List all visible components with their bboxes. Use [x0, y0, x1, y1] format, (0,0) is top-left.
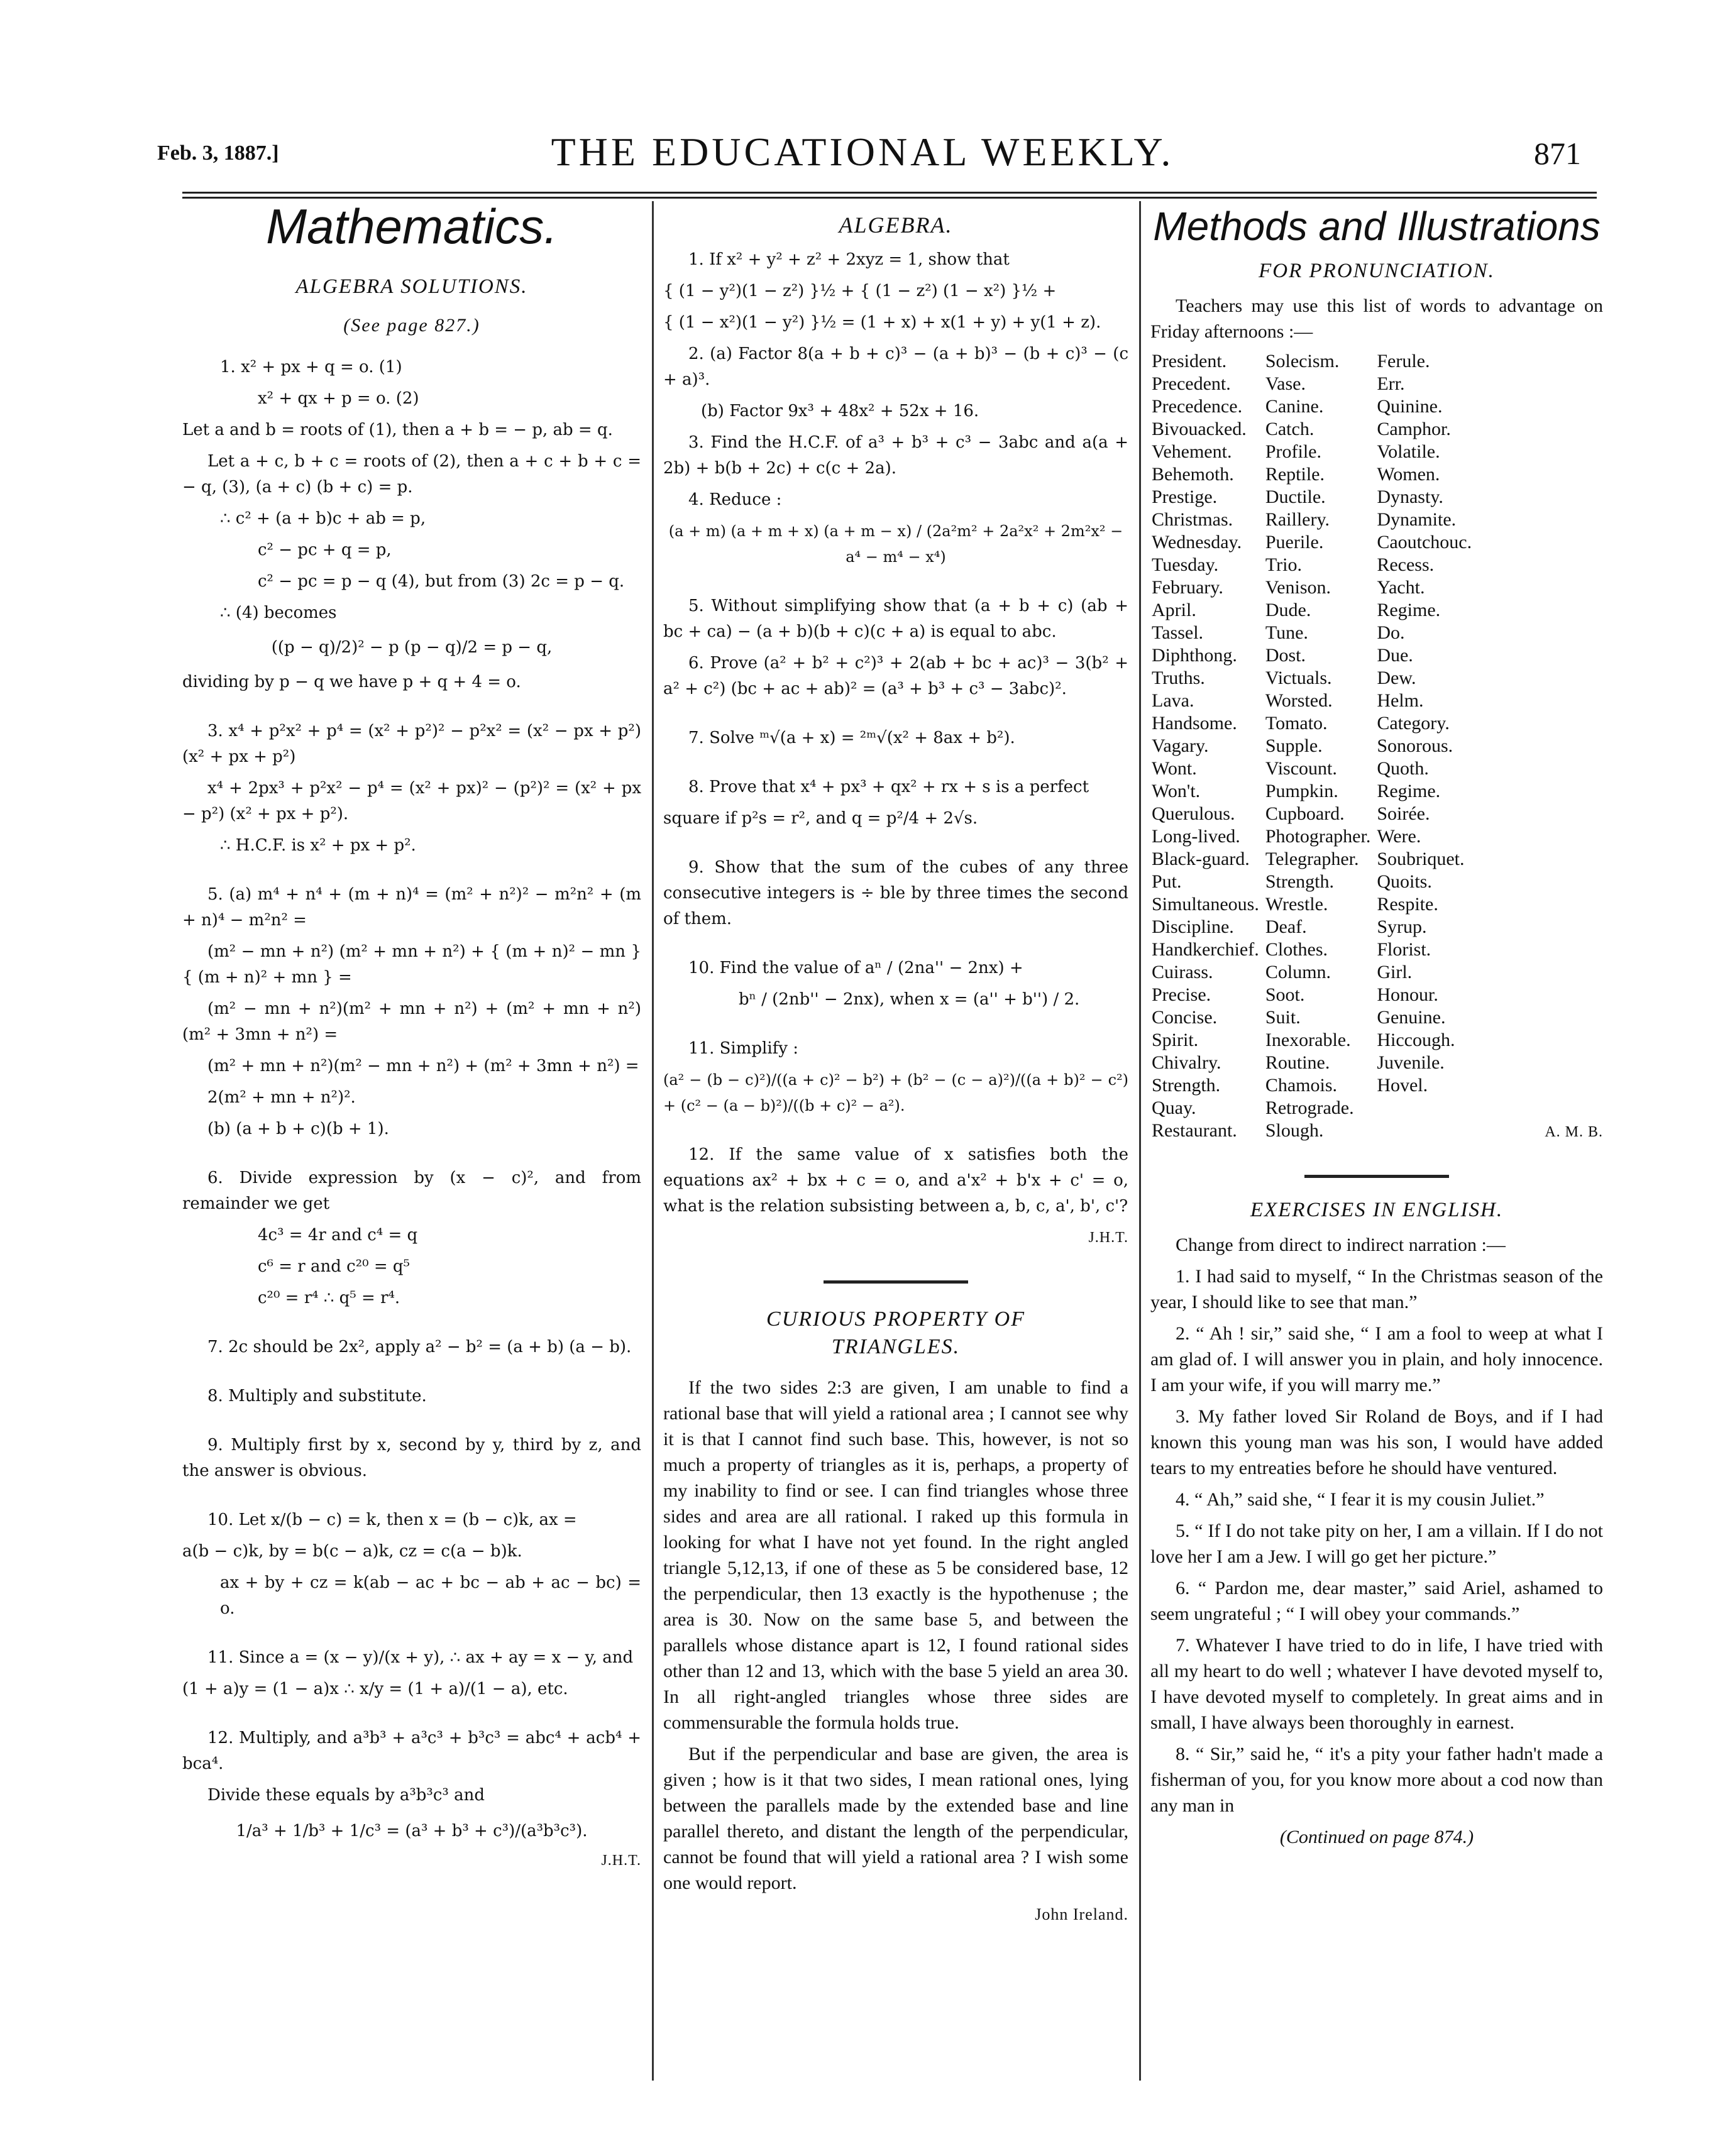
solution-line: 1. x² + px + q = o. (1)	[220, 358, 402, 377]
word-row	[1152, 871, 1478, 893]
word-row	[1152, 893, 1478, 916]
word-cell: Helm.	[1377, 690, 1424, 711]
pronunciation-word-list	[1152, 350, 1478, 1142]
continued-note: (Continued on page 874.)	[1279, 1827, 1474, 1847]
word-cell: Quay.	[1152, 1097, 1196, 1118]
exercise-item: 2. “ Ah ! sir,” said she, “ I am a fool to weep at what I am glad of. I will answer you in plain, and holy innocence. I am your wife, if you will marry me.”	[1150, 1323, 1603, 1395]
word-cell: Dew.	[1377, 668, 1416, 688]
word-row	[1152, 735, 1478, 757]
word-cell: Dude.	[1265, 600, 1311, 620]
word-cell: Tassel.	[1152, 622, 1204, 643]
word-row	[1152, 599, 1478, 622]
article-paragraph: But if the perpendicular and base are given, the area is given ; how is it that two sides, I mean rational ones, lying between the parallels made by the extended base and line parallel thereto, and distant the length of the perpendicular, cannot be found that will yield a rational area ? I wish some one would report.	[663, 1744, 1128, 1893]
word-row	[1152, 350, 1478, 373]
problem-equation: (a + m) (a + m + x) (a + m − x) / (2a²m² + 2a²x² + 2m²x² − a⁴ − m⁴ − x⁴)	[668, 522, 1123, 566]
word-row	[1152, 916, 1478, 938]
column-algebra	[663, 207, 1128, 2087]
solution-line: ax + by + cz = k(ab − ac + bc − ab + ac − bc) = o.	[220, 1573, 641, 1618]
word-cell: Clothes.	[1265, 939, 1328, 960]
column-mathematics	[182, 199, 641, 2087]
solution-line: x² + qx + p = o. (2)	[258, 389, 419, 408]
word-cell: Viscount.	[1265, 758, 1337, 779]
word-row	[1152, 803, 1478, 825]
solution-line: c² − pc = p − q (4), but from (3) 2c = p − q.	[258, 572, 625, 591]
word-cell: Tuesday.	[1152, 554, 1219, 575]
word-cell: Christmas.	[1152, 509, 1233, 530]
solution-line: 4c³ = 4r and c⁴ = q	[258, 1226, 418, 1245]
word-cell: Handkerchief.	[1152, 939, 1259, 960]
word-cell: Hovel.	[1377, 1075, 1428, 1096]
solution-equation: 1/a³ + 1/b³ + 1/c³ = (a³ + b³ + c³)/(a³b³c³).	[236, 1822, 588, 1840]
solution-line: ∴ (4) becomes	[220, 603, 337, 622]
word-cell: Florist.	[1377, 939, 1431, 960]
subheading-algebra-solutions: ALGEBRA SOLUTIONS.	[295, 275, 528, 298]
solution-line: a(b − c)k, by = b(c − a)k, cz = c(a − b)k.	[182, 1542, 522, 1561]
solution-line: c² − pc + q = p,	[258, 541, 392, 559]
word-row	[1152, 622, 1478, 644]
subheading-exercises: EXERCISES IN ENGLISH.	[1250, 1199, 1504, 1221]
word-cell: Hiccough.	[1377, 1030, 1455, 1050]
word-cell: Wednesday.	[1152, 532, 1242, 553]
solution-line: c⁶ = r and c²⁰ = q⁵	[258, 1257, 410, 1276]
section-heading-methods: Methods and Illustrations	[1153, 204, 1601, 249]
page-number: 871	[1534, 136, 1581, 171]
problem-line: 8. Prove that x⁴ + px³ + qx² + rx + s is a perfect	[688, 778, 1089, 796]
problem-line: bⁿ / (2nb'' − 2nx), when x = (a'' + b'') / 2.	[739, 990, 1080, 1009]
word-row	[1152, 554, 1478, 576]
word-cell: Querulous.	[1152, 803, 1235, 824]
column-divider-2	[1139, 201, 1141, 2081]
word-cell: Canine.	[1265, 396, 1324, 417]
word-row	[1152, 373, 1478, 395]
solution-line: 10. Let x/(b − c) = k, then x = (b − c)k, ax =	[207, 1510, 577, 1529]
problem-line: 12. If the same value of x satisfies both the equations ax² + bx + c = o, and a'x² + b'x + c' = o, what is the relation subsisting between a, b, c, a', b', c'?	[663, 1145, 1128, 1216]
problem-line: 3. Find the H.C.F. of a³ + b³ + c³ − 3abc and a(a + 2b) + b(b + 2c) + c(c + 2a).	[663, 433, 1128, 478]
word-row	[1152, 825, 1478, 848]
word-row	[1152, 757, 1478, 780]
word-cell: Chivalry.	[1152, 1052, 1221, 1073]
subheading-pronunciation: FOR PRONUNCIATION.	[1259, 260, 1495, 282]
word-cell: Vehement.	[1152, 441, 1232, 462]
word-cell: April.	[1152, 600, 1196, 620]
word-cell: Regime.	[1377, 600, 1441, 620]
word-cell: Soubriquet.	[1377, 849, 1465, 869]
word-cell: Behemoth.	[1152, 464, 1234, 485]
word-cell: Spirit.	[1152, 1030, 1199, 1050]
word-cell: Err.	[1377, 373, 1405, 394]
solution-line: 11. Since a = (x − y)/(x + y), ∴ ax + ay = x − y, and	[207, 1648, 634, 1667]
section-separator	[1150, 1159, 1603, 1185]
word-cell: Caoutchouc.	[1377, 532, 1472, 553]
header-rule	[182, 192, 1597, 194]
word-cell: Puerile.	[1265, 532, 1324, 553]
header-date: Feb. 3, 1887.]	[157, 141, 279, 165]
word-cell: Inexorable.	[1265, 1030, 1351, 1050]
word-row	[1152, 667, 1478, 690]
word-cell: Precedence.	[1152, 396, 1243, 417]
word-cell: Soirée.	[1377, 803, 1430, 824]
word-cell: Wont.	[1152, 758, 1197, 779]
problem-line: { (1 − x²)(1 − y²) }½ = (1 + x) + x(1 + y) + y(1 + z).	[663, 313, 1101, 332]
word-cell: Lava.	[1152, 690, 1194, 711]
article-paragraph: If the two sides 2:3 are given, I am unable to find a rational base that will yield a rational area ; I cannot see why it is that I cannot find such base. This, however, is not so much a property of triangles as it is, perhaps, a property of my inability to find or see. I can find triangles whose three sides and area are all rational. I raked up this formula in looking for what I have not yet found. In the right angled triangle 5,12,13, if one of these as 5 be considered base, 12 the perpendicular, then 13 exactly is the hypothenuse ; the area is 30. Now on the same base 5, and between the parallels whose distance apart is 12, I found rational sides other than 12 and 13, which with the base 5 yield an area 30. In all right-angled triangles whose three sides are commensurable the formula holds true.	[663, 1377, 1128, 1733]
intro-paragraph: Teachers may use this list of words to advantage on Friday afternoons :—	[1150, 295, 1603, 342]
solution-line: 3. x⁴ + p²x² + p⁴ = (x² + p²)² − p²x² = (x² − px + p²) (x² + px + p²)	[182, 722, 641, 766]
solution-equation: ((p − q)/2)² − p (p − q)/2 = p − q,	[271, 638, 553, 657]
word-cell: Quoth.	[1377, 758, 1429, 779]
word-cell: Recess.	[1377, 554, 1435, 575]
word-cell: Ferule.	[1377, 351, 1430, 371]
masthead-title: THE EDUCATIONAL WEEKLY.	[551, 129, 1174, 174]
word-cell: Cuirass.	[1152, 962, 1213, 982]
word-cell: Profile.	[1265, 441, 1321, 462]
word-cell: Chamois.	[1265, 1075, 1338, 1096]
word-cell: Column.	[1265, 962, 1331, 982]
word-row	[1152, 1097, 1478, 1119]
solution-line: Let a + c, b + c = roots of (2), then a + c + b + c = − q, (3), (a + c) (b + c) = p.	[182, 452, 641, 497]
exercise-item: 4. “ Ah,” said she, “ I fear it is my cousin Juliet.”	[1176, 1489, 1545, 1510]
word-cell: Regime.	[1377, 781, 1441, 801]
word-cell: Solecism.	[1265, 351, 1340, 371]
word-cell: Concise.	[1152, 1007, 1218, 1028]
exercise-item: 5. “ If I do not take pity on her, I am a villain. If I do not love her I am a Jew. I will go get her picture.”	[1150, 1521, 1603, 1567]
word-cell: Strength.	[1152, 1075, 1221, 1096]
word-cell: Simultaneous.	[1152, 894, 1259, 915]
word-cell: Precedent.	[1152, 373, 1231, 394]
problem-line: { (1 − y²)(1 − z²) }½ + { (1 − z²) (1 − x²) }½ +	[663, 282, 1057, 300]
solution-line: (m² + mn + n²)(m² − mn + n²) + (m² + 3mn + n²) =	[207, 1057, 639, 1075]
word-cell: Respite.	[1377, 894, 1438, 915]
word-row	[1152, 418, 1478, 441]
solution-line: (m² − mn + n²)(m² + mn + n²) + (m² + mn + n²) (m² + 3mn + n²) =	[182, 999, 641, 1044]
word-cell: Quinine.	[1377, 396, 1443, 417]
word-cell: Dynasty.	[1377, 487, 1443, 507]
word-row	[1152, 441, 1478, 463]
exercise-item: 1. I had said to myself, “ In the Christmas season of the year, I should like to see that man.”	[1150, 1266, 1603, 1312]
word-cell: Long-lived.	[1152, 826, 1240, 847]
word-cell: Girl.	[1377, 962, 1413, 982]
problem-line: 4. Reduce :	[688, 490, 782, 509]
word-cell: Black-guard.	[1152, 849, 1250, 869]
solution-line: 9. Multiply first by x, second by y, third by z, and the answer is obvious.	[182, 1436, 641, 1480]
word-cell: Precise.	[1152, 984, 1211, 1005]
word-cell: Wrestle.	[1265, 894, 1328, 915]
problem-line: 11. Simplify :	[688, 1039, 799, 1058]
solution-line: 7. 2c should be 2x², apply a² − b² = (a + b) (a − b).	[207, 1338, 632, 1356]
word-cell: Raillery.	[1265, 509, 1330, 530]
word-cell	[1377, 1097, 1478, 1119]
word-cell: Diphthong.	[1152, 645, 1237, 666]
problem-line: 9. Show that the sum of the cubes of any three consecutive integers is ÷ ble by three times the second of them.	[663, 858, 1128, 928]
solution-line: ∴ c² + (a + b)c + ab = p,	[220, 509, 426, 528]
column-methods	[1150, 204, 1603, 2087]
word-row	[1152, 1074, 1478, 1097]
word-cell: Dost.	[1265, 645, 1306, 666]
solution-line: (b) (a + b + c)(b + 1).	[207, 1119, 389, 1138]
solution-line: Divide these equals by a³b³c³ and	[207, 1786, 485, 1805]
problem-equation: (a² − (b − c)²)/((a + c)² − b²) + (b² − (c − a)²)/((a + b)² − c²) + (c² − (a − b)²)/((b + c)² − a²).	[663, 1071, 1128, 1114]
word-cell: Syrup.	[1377, 916, 1427, 937]
word-cell: Handsome.	[1152, 713, 1237, 734]
word-row	[1152, 1006, 1478, 1029]
word-cell: February.	[1152, 577, 1223, 598]
solution-line: (m² − mn + n²) (m² + mn + n²) + { (m + n)² − mn } { (m + n)² + mn } =	[182, 942, 641, 987]
word-cell: Camphor.	[1377, 419, 1451, 439]
problem-line: 6. Prove (a² + b² + c²)³ + 2(ab + bc + ac)³ − 3(b² + a² + c²) (bc + ac + ab)² = (a³ + b³ + c³ − 3abc)².	[663, 654, 1128, 698]
problem-line: square if p²s = r², and q = p²/4 + 2√s.	[663, 809, 978, 828]
word-cell: Vase.	[1265, 373, 1306, 394]
solution-line: c²⁰ = r⁴ ∴ q⁵ = r⁴.	[258, 1289, 400, 1307]
word-cell: Won't.	[1152, 781, 1201, 801]
word-row	[1152, 509, 1478, 531]
word-row	[1152, 1052, 1478, 1074]
solution-line: dividing by p − q we have p + q + 4 = o.	[182, 673, 521, 691]
problem-line: 5. Without simplifying show that (a + b + c) (ab + bc + ca) − (a + b)(b + c)(c + a) is equal to abc.	[663, 597, 1128, 641]
problem-line: 1. If x² + y² + z² + 2xyz = 1, show that	[688, 250, 1010, 269]
section-heading-triangles: CURIOUS PROPERTY OF TRIANGLES.	[766, 1307, 1025, 1358]
word-cell: Were.	[1377, 826, 1421, 847]
section-heading-algebra: ALGEBRA.	[839, 212, 953, 238]
problem-line: (b) Factor 9x³ + 48x² + 52x + 16.	[701, 402, 979, 421]
word-cell: Cupboard.	[1265, 803, 1345, 824]
signature: A. M. B.	[1545, 1124, 1603, 1140]
word-row	[1152, 848, 1478, 871]
column-divider-1	[652, 201, 654, 2081]
word-cell: Truths.	[1152, 668, 1205, 688]
word-cell: Worsted.	[1265, 690, 1333, 711]
word-cell: Pumpkin.	[1265, 781, 1338, 801]
word-cell: Trio.	[1265, 554, 1302, 575]
word-cell: Prestige.	[1152, 487, 1218, 507]
word-cell: Do.	[1377, 622, 1405, 643]
solution-line: ∴ H.C.F. is x² + px + p².	[220, 836, 416, 855]
word-row	[1152, 395, 1478, 418]
word-row	[1152, 984, 1478, 1006]
word-cell: Genuine.	[1377, 1007, 1446, 1028]
word-row	[1152, 463, 1478, 486]
signature: J.H.T.	[601, 1852, 641, 1869]
word-cell: Bivouacked.	[1152, 419, 1247, 439]
word-cell: Volatile.	[1377, 441, 1440, 462]
signature: J.H.T.	[1088, 1229, 1128, 1246]
exercise-item: 8. “ Sir,” said he, “ it's a pity your father hadn't made a fisherman of you, for you know more about a cod now than any man in	[1150, 1744, 1603, 1816]
solution-line: 5. (a) m⁴ + n⁴ + (m + n)⁴ = (m² + n²)² − m²n² + (m + n)⁴ − m²n² =	[182, 885, 641, 930]
word-cell: Photographer.	[1265, 826, 1371, 847]
section-separator	[663, 1265, 1128, 1290]
word-cell: Put.	[1152, 871, 1182, 892]
solution-line: (1 + a)y = (1 − a)x ∴ x/y = (1 + a)/(1 − a), etc.	[182, 1680, 568, 1698]
solution-line: Let a and b = roots of (1), then a + b = − p, ab = q.	[182, 421, 613, 439]
word-cell: Honour.	[1377, 984, 1438, 1005]
word-cell: Reptile.	[1265, 464, 1325, 485]
word-cell: Strength.	[1265, 871, 1335, 892]
word-cell: Due.	[1377, 645, 1413, 666]
signature: John Ireland.	[1035, 1905, 1128, 1923]
word-row	[1152, 961, 1478, 984]
word-cell: Women.	[1377, 464, 1440, 485]
word-cell: Soot.	[1265, 984, 1305, 1005]
word-cell: Suit.	[1265, 1007, 1301, 1028]
word-cell: Category.	[1377, 713, 1450, 734]
problem-line: 2. (a) Factor 8(a + b + c)³ − (a + b)³ − (b + c)³ − (c + a)³.	[663, 344, 1128, 389]
word-cell: Ductile.	[1265, 487, 1326, 507]
word-cell: Dynamite.	[1377, 509, 1457, 530]
solution-line: 6. Divide expression by (x − c)², and from remainder we get	[182, 1169, 641, 1213]
word-row	[1152, 486, 1478, 509]
word-cell: Venison.	[1265, 577, 1331, 598]
word-row	[1152, 938, 1478, 961]
solution-line: 8. Multiply and substitute.	[207, 1387, 427, 1405]
word-cell: Catch.	[1265, 419, 1314, 439]
see-page-note: (See page 827.)	[343, 315, 480, 336]
word-cell: Yacht.	[1377, 577, 1425, 598]
word-cell: Retrograde.	[1265, 1097, 1354, 1118]
word-cell: Tomato.	[1265, 713, 1328, 734]
solution-line: 2(m² + mn + n²)².	[207, 1088, 356, 1107]
exercise-instruction: Change from direct to indirect narration :—	[1176, 1235, 1506, 1255]
section-heading-mathematics: Mathematics.	[266, 199, 558, 254]
word-row	[1152, 712, 1478, 735]
word-cell: Juvenile.	[1377, 1052, 1445, 1073]
exercise-item: 7. Whatever I have tried to do in life, I have tried with all my heart to do well ; whatever I have devoted myself to, I have devoted myself to completely. In great aims and in small, I have always been thoroughly in earnest.	[1150, 1635, 1603, 1733]
word-cell: Restaurant.	[1152, 1120, 1237, 1141]
word-cell: Victuals.	[1265, 668, 1332, 688]
word-cell: Sonorous.	[1377, 735, 1453, 756]
word-row	[1152, 576, 1478, 599]
word-cell: Discipline.	[1152, 916, 1234, 937]
word-cell: Tune.	[1265, 622, 1308, 643]
word-cell: Vagary.	[1152, 735, 1209, 756]
word-cell: President.	[1152, 351, 1227, 371]
word-row	[1152, 531, 1478, 554]
word-cell: Quoits.	[1377, 871, 1432, 892]
problem-line: 10. Find the value of aⁿ / (2na'' − 2nx) +	[688, 959, 1023, 977]
solution-line: 12. Multiply, and a³b³ + a³c³ + b³c³ = abc⁴ + acb⁴ + bca⁴.	[182, 1729, 641, 1773]
word-cell: Routine.	[1265, 1052, 1330, 1073]
word-row	[1152, 690, 1478, 712]
word-cell: Deaf.	[1265, 916, 1307, 937]
word-row	[1152, 644, 1478, 667]
word-cell: Slough.	[1265, 1120, 1324, 1141]
problem-line: 7. Solve ᵐ√(a + x) = ²ᵐ√(x² + 8ax + b²).	[688, 729, 1015, 747]
word-row	[1152, 1029, 1478, 1052]
solution-line: x⁴ + 2px³ + p²x² − p⁴ = (x² + px)² − (p²)² = (x² + px − p²) (x² + px + p²).	[182, 779, 641, 823]
exercise-item: 3. My father loved Sir Roland de Boys, and if I had known this young man was his son, I would have added tears to my entreaties before he should have ventured.	[1150, 1406, 1603, 1478]
word-cell: Telegrapher.	[1265, 849, 1359, 869]
word-cell: Supple.	[1265, 735, 1323, 756]
word-row	[1152, 780, 1478, 803]
exercise-item: 6. “ Pardon me, dear master,” said Ariel, ashamed to seem ungrateful ; “ I will obey your commands.”	[1150, 1578, 1603, 1624]
